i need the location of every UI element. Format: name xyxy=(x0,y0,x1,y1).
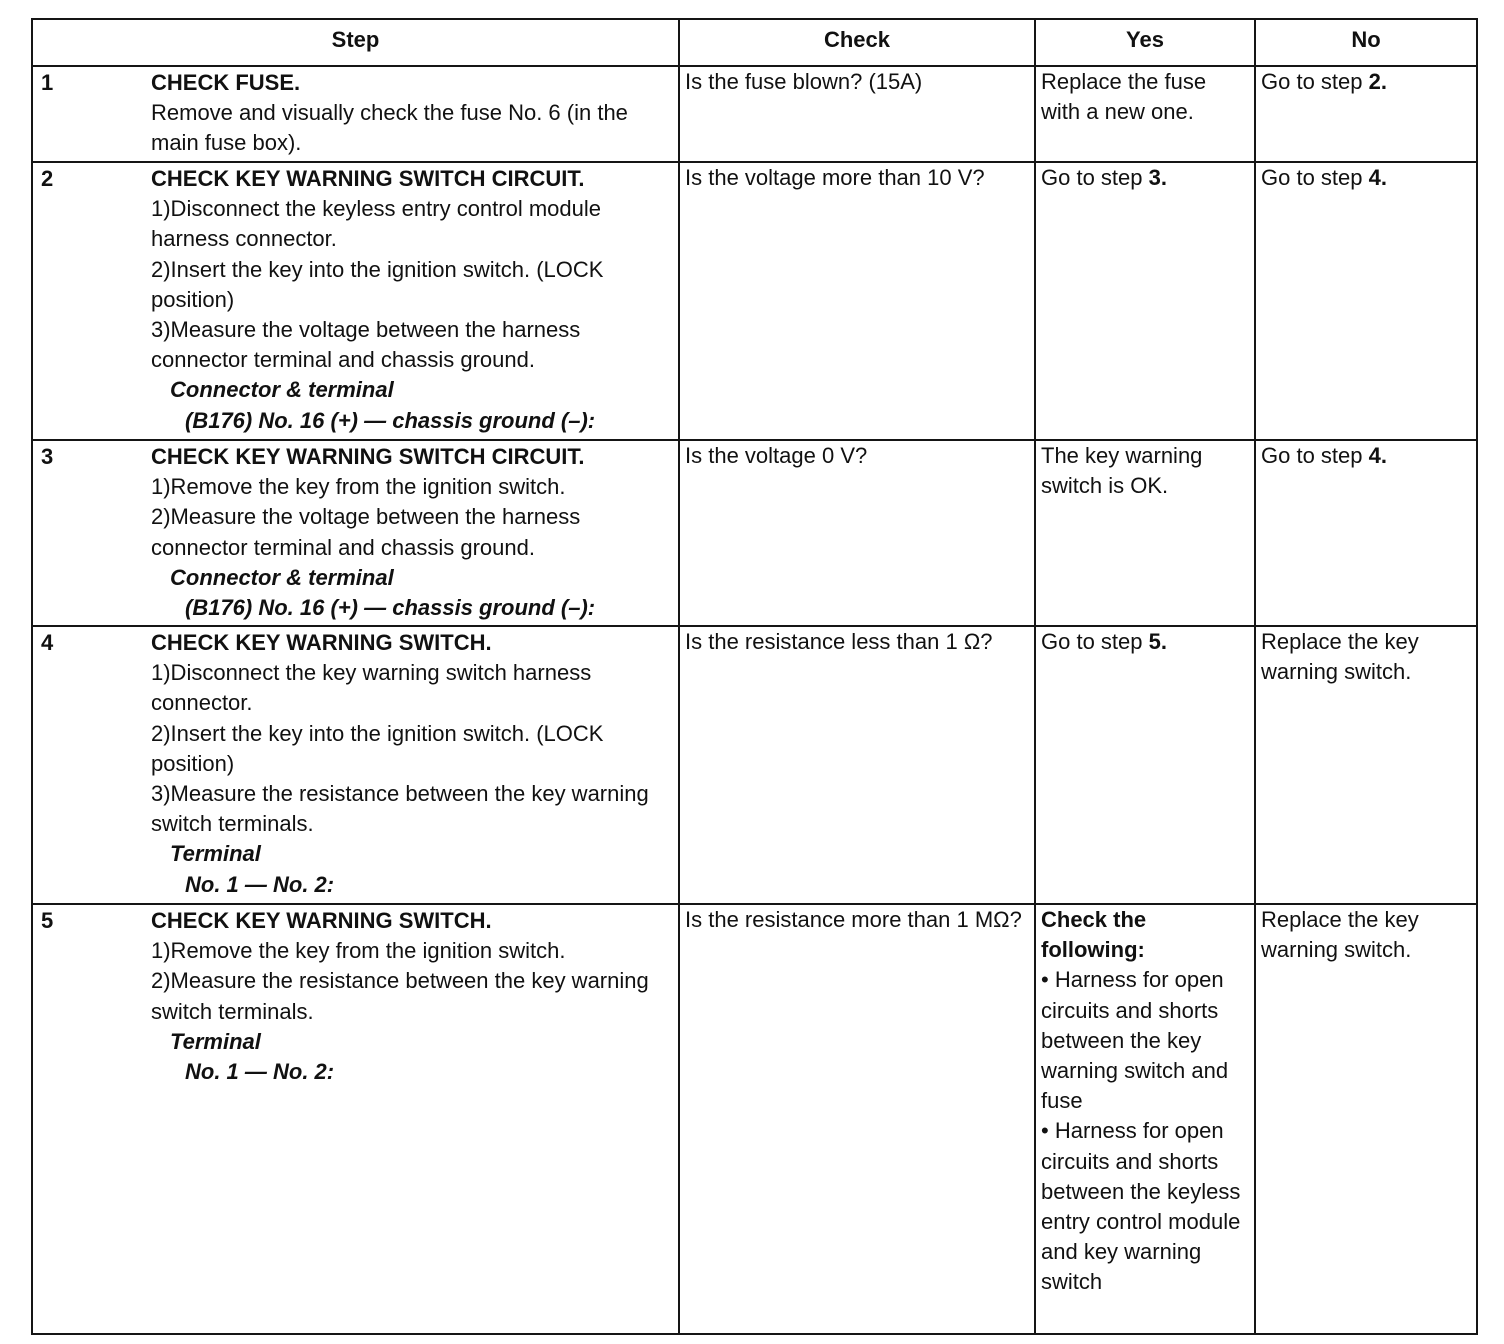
terminal-label: Terminal xyxy=(170,1028,261,1054)
step-number: 3 xyxy=(41,444,54,469)
yes-text: Go to step xyxy=(1041,629,1149,654)
connector-terminal-label: Connector & terminal xyxy=(170,564,394,590)
yes-heading: Check the following: xyxy=(1041,907,1147,963)
step-title: CHECK KEY WARNING SWITCH. xyxy=(151,630,492,655)
diagnostic-table xyxy=(31,18,1478,1335)
no-cell xyxy=(1255,162,1477,440)
header-no: No xyxy=(1255,19,1477,66)
no-text: Go to step xyxy=(1261,443,1369,468)
step-instruction: 2)Insert the key into the ignition switch. (LOCK position) xyxy=(151,720,604,776)
step-title: CHECK KEY WARNING SWITCH. xyxy=(151,908,492,933)
step-number: 2 xyxy=(41,166,54,191)
no-cell: Replace the key warning switch. xyxy=(1255,626,1477,904)
table-row xyxy=(32,440,1477,626)
step-instruction: 1)Remove the key from the ignition switch. xyxy=(151,938,566,964)
step-title: CHECK KEY WARNING SWITCH CIRCUIT. xyxy=(151,444,585,469)
connector-terminal-value: (B176) No. 16 (+) — chassis ground (–): xyxy=(185,595,596,621)
step-instruction: Remove and visually check the fuse No. 6 (in the main fuse box). xyxy=(151,100,628,156)
step-number: 5 xyxy=(41,908,54,933)
yes-cell: The key warning switch is OK. xyxy=(1035,440,1255,626)
header-yes: Yes xyxy=(1035,19,1255,66)
check-cell: Is the voltage 0 V? xyxy=(679,440,1035,626)
yes-bullet: • Harness for open circuits and shorts between the keyless entry control module and key warning switch xyxy=(1041,1118,1241,1295)
terminal-value: No. 1 — No. 2: xyxy=(185,871,335,897)
step-instruction: 2)Insert the key into the ignition switch. (LOCK position) xyxy=(151,256,604,312)
step-instruction: 3)Measure the resistance between the key warning switch terminals. xyxy=(151,781,649,837)
step-number: 4 xyxy=(41,630,54,655)
check-cell: Is the resistance less than 1 Ω? xyxy=(679,626,1035,904)
yes-cell xyxy=(1035,904,1255,1334)
yes-cell xyxy=(1035,162,1255,440)
step-cell xyxy=(32,626,679,904)
check-cell: Is the fuse blown? (15A) xyxy=(679,66,1035,162)
step-instruction: 1)Disconnect the key warning switch harness connector. xyxy=(151,660,592,716)
table-row xyxy=(32,66,1477,162)
step-cell xyxy=(32,162,679,440)
step-instruction: 2)Measure the resistance between the key warning switch terminals. xyxy=(151,968,649,1024)
table-row xyxy=(32,904,1477,1334)
step-title: CHECK KEY WARNING SWITCH CIRCUIT. xyxy=(151,166,585,191)
yes-text: Go to step xyxy=(1041,165,1149,190)
no-text: Go to step xyxy=(1261,69,1369,94)
yes-step-ref: 3. xyxy=(1148,165,1167,190)
no-text: Go to step xyxy=(1261,165,1369,190)
no-cell: Replace the key warning switch. xyxy=(1255,904,1477,1334)
no-step-ref: 2. xyxy=(1368,69,1387,94)
step-instruction: 3)Measure the voltage between the harness connector terminal and chassis ground. xyxy=(151,317,581,373)
step-instruction: 2)Measure the voltage between the harness connector terminal and chassis ground. xyxy=(151,504,581,560)
table-row xyxy=(32,626,1477,904)
no-cell xyxy=(1255,440,1477,626)
check-cell: Is the voltage more than 10 V? xyxy=(679,162,1035,440)
yes-cell: Replace the fuse with a new one. xyxy=(1035,66,1255,162)
no-step-ref: 4. xyxy=(1368,443,1387,468)
no-step-ref: 4. xyxy=(1368,165,1387,190)
step-number: 1 xyxy=(41,70,54,95)
header-check: Check xyxy=(679,19,1035,66)
header-step: Step xyxy=(32,19,679,66)
terminal-value: No. 1 — No. 2: xyxy=(185,1059,335,1085)
header-row xyxy=(32,19,1477,66)
connector-terminal-value: (B176) No. 16 (+) — chassis ground (–): xyxy=(185,407,596,433)
no-cell xyxy=(1255,66,1477,162)
step-cell xyxy=(32,440,679,626)
table-row xyxy=(32,162,1477,440)
step-instruction: 1)Remove the key from the ignition switch. xyxy=(151,474,566,500)
step-title: CHECK FUSE. xyxy=(151,70,301,95)
step-cell xyxy=(32,904,679,1334)
check-cell: Is the resistance more than 1 MΩ? xyxy=(679,904,1035,1334)
step-cell xyxy=(32,66,679,162)
terminal-label: Terminal xyxy=(170,841,261,867)
connector-terminal-label: Connector & terminal xyxy=(170,377,394,403)
yes-bullet: • Harness for open circuits and shorts between the key warning switch and fuse xyxy=(1041,967,1229,1114)
step-instruction: 1)Disconnect the keyless entry control module harness connector. xyxy=(151,196,601,252)
yes-cell xyxy=(1035,626,1255,904)
yes-step-ref: 5. xyxy=(1148,629,1167,654)
